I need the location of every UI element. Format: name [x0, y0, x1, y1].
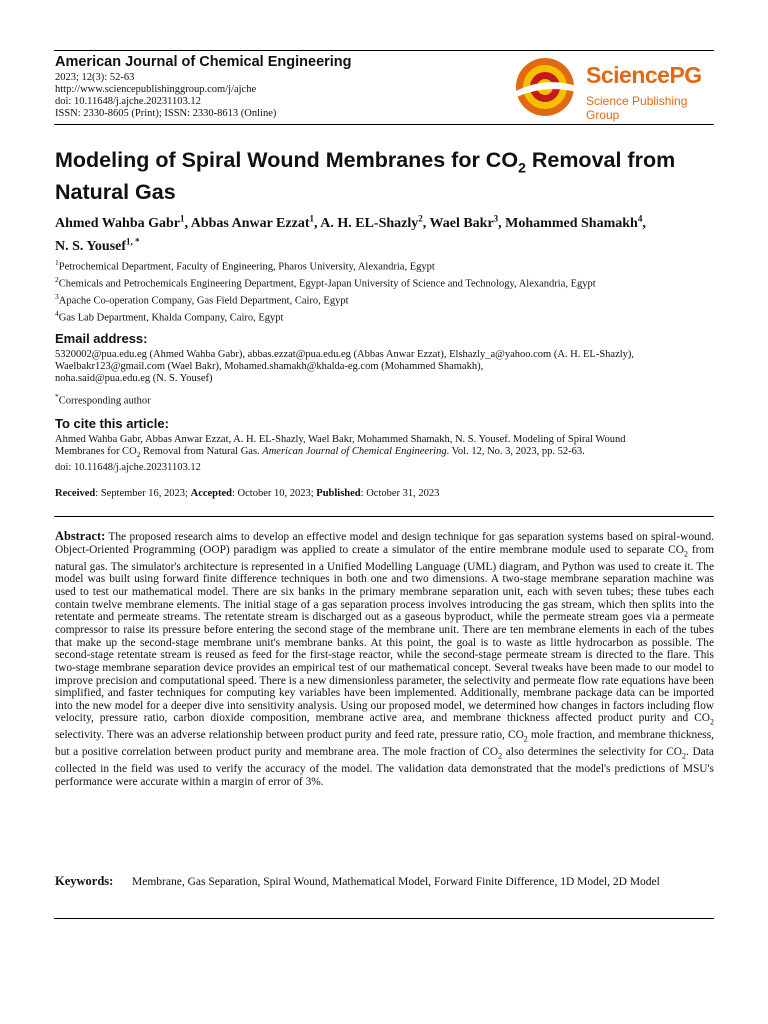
title-part1: Modeling of Spiral Wound Membranes for CO — [55, 148, 519, 172]
header-bottom-rule — [54, 124, 714, 125]
abstract: Abstract: The proposed research aims to develop an effective model and design technique for gas separation systems based on spiral-wound. Object-Oriented Programming (OOP) paradigm was applied to create a simulator of the entire membrane module used to separate $CO_2$ from natural gas. The simulator's architecture is represented in a Unified Modelling Language (UML) diagram, and Python was used to create it. The model was built using forward finite difference techniques in both one and two dimensions. A two-stage membrane separation machine was used to test our mathematical model. There are six banks in the primary membrane separation unit, each with seven tubes; these tubes each contain twelve membrane elements. The initial stage of a gas separation process involves introducing the gas stream, which then splits into the retentate and permeate streams. The retentate stream is discharged out as a gaseous byproduct, while the permeate stream goes via a permeate compressor to raise its pressure before entering the second stage of the membrane unit. There are ten membrane elements in each of the tubes that make up the second-stage membrane unit's membrane banks. At this point, the goal is to waste as little hydrocarbon as possible. The second-stage retentate stream is reused as feed for the first-stage reactor, while the second-stage permeate stream is directed to the flare. This two-stage membrane separation device provides an empirical test of our mathematical concept. Several tweaks have been made to our model to improve precision and computational speed. There is a new dimensionless parameter, the selectivity and permeate flow rate equations have been simplified, and faster techniques for computing key variables have been implemented. Additionally, membrane package data can be imported into the new model for a deeper dive into sensitivity analysis. Using our proposed model, we determined how changes in factors including flow velocity, pressure ratio, carbon dioxide composition, membrane active area, and membrane thickness affected product purity and $CO_2$ selectivity. There was an adverse relationship between product purity and feed rate, pressure ratio, $CO_2$ mole fraction, and membrane thickness, but a positive correlation between product purity and membrane area. The mole fraction of $CO_2$ also determines the selectivity for $CO_2$. Data collected in the field was used to verify the accuracy of the model. The validation data demonstrated that the model's predictions of MSU's performance were accurate within a margin of error of 3%. — [55, 529, 714, 788]
author: Abbas Anwar Ezzat$^1$, — [190, 213, 321, 231]
keywords-bottom-rule — [54, 918, 714, 919]
journal-issue: 2023; 12(3): 52-63 — [55, 72, 135, 83]
affiliation: $^3$Apache Co-operation Company, Gas Field Department, Cairo, Egypt — [55, 292, 349, 307]
author: Ahmed Wahba Gabr$^1$, — [55, 213, 191, 231]
keywords-label: Keywords: — [55, 874, 114, 888]
citation-line: Membranes for $CO_2$ Removal from Natural Gas. American Journal of Chemical Engineering. Vol. 12, No. 3, 2023, pp. 52-63. — [55, 446, 585, 460]
journal-doi: doi: 10.11648/j.ajche.20231103.12 — [55, 96, 201, 107]
journal-title: American Journal of Chemical Engineering — [55, 54, 352, 70]
citation-journal: American Journal of Chemical Engineering — [262, 446, 447, 458]
email-line[interactable]: Waelbakr123@gmail.com (Wael Bakr), Mohamed.shamakh@khalda-eg.com (Mohammed Shamakh), — [55, 361, 484, 373]
author: A. H. EL-Shazly$^2$, — [320, 213, 430, 231]
email-line[interactable]: noha.said@pua.edu.eg (N. S. Yousef) — [55, 373, 213, 385]
sciencepg-logo — [510, 56, 720, 122]
affiliation: $^2$Chemicals and Petrochemicals Engineering Department, Egypt-Japan University of Science and Technology, Alexandria, Egypt — [55, 275, 596, 290]
affiliation: $^1$Petrochemical Department, Faculty of Engineering, Pharos University, Alexandria, Egypt — [55, 258, 435, 273]
journal-issn: ISSN: 2330-8605 (Print); ISSN: 2330-8613 (Online) — [55, 108, 277, 119]
author: Wael Bakr$^3$, — [429, 213, 506, 231]
email-heading: Email address: — [55, 331, 148, 346]
title-part2: Removal from Natural Gas — [55, 148, 676, 205]
citation-doi: doi: 10.11648/j.ajche.20231103.12 — [55, 461, 201, 473]
abstract-top-rule — [54, 516, 714, 517]
abstract-label: Abstract: — [55, 529, 106, 543]
citation-line: Ahmed Wahba Gabr, Abbas Anwar Ezzat, A. H. EL-Shazly, Wael Bakr, Mohammed Shamakh, N. S. Yousef. Modeling of Spiral Wound — [55, 434, 626, 445]
header-top-rule — [54, 50, 714, 51]
corresponding-author-note: *Corresponding author — [55, 392, 151, 407]
keywords-list: Membrane, Gas Separation, Spiral Wound, Mathematical Model, Forward Finite Difference, 1D Model, 2D Model — [132, 876, 660, 888]
author: Mohammed Shamakh$^4$, — [505, 213, 646, 231]
email-line[interactable]: 5320002@pua.edu.eg (Ahmed Wahba Gabr), abbas.ezzat@pua.edu.eg (Abbas Anwar Ezzat), Elshazly_a@yahoo.com (A. H. EL-Shazly), — [55, 349, 635, 360]
paper-title — [55, 148, 705, 205]
keywords — [55, 875, 715, 890]
author-list — [55, 209, 720, 256]
publication-dates: Received: September 16, 2023; Accepted: October 10, 2023; Published: October 31, 2023 — [55, 488, 440, 499]
title-subscript: 2 — [518, 159, 526, 176]
sciencepg-logo-mark-icon — [510, 56, 580, 118]
logo-brand: SciencePG — [586, 62, 702, 88]
affiliation: $^4$Gas Lab Department, Khalda Company, Cairo, Egypt — [55, 309, 284, 324]
journal-url[interactable]: http://www.sciencepublishinggroup.com/j/ajche — [55, 84, 257, 95]
cite-heading: To cite this article: — [55, 416, 169, 431]
citation-text — [55, 434, 715, 474]
logo-subtitle: Science Publishing Group — [586, 94, 688, 122]
author: N. S. Yousef$^{1, *}$ — [55, 236, 140, 255]
email-addresses — [55, 349, 715, 386]
